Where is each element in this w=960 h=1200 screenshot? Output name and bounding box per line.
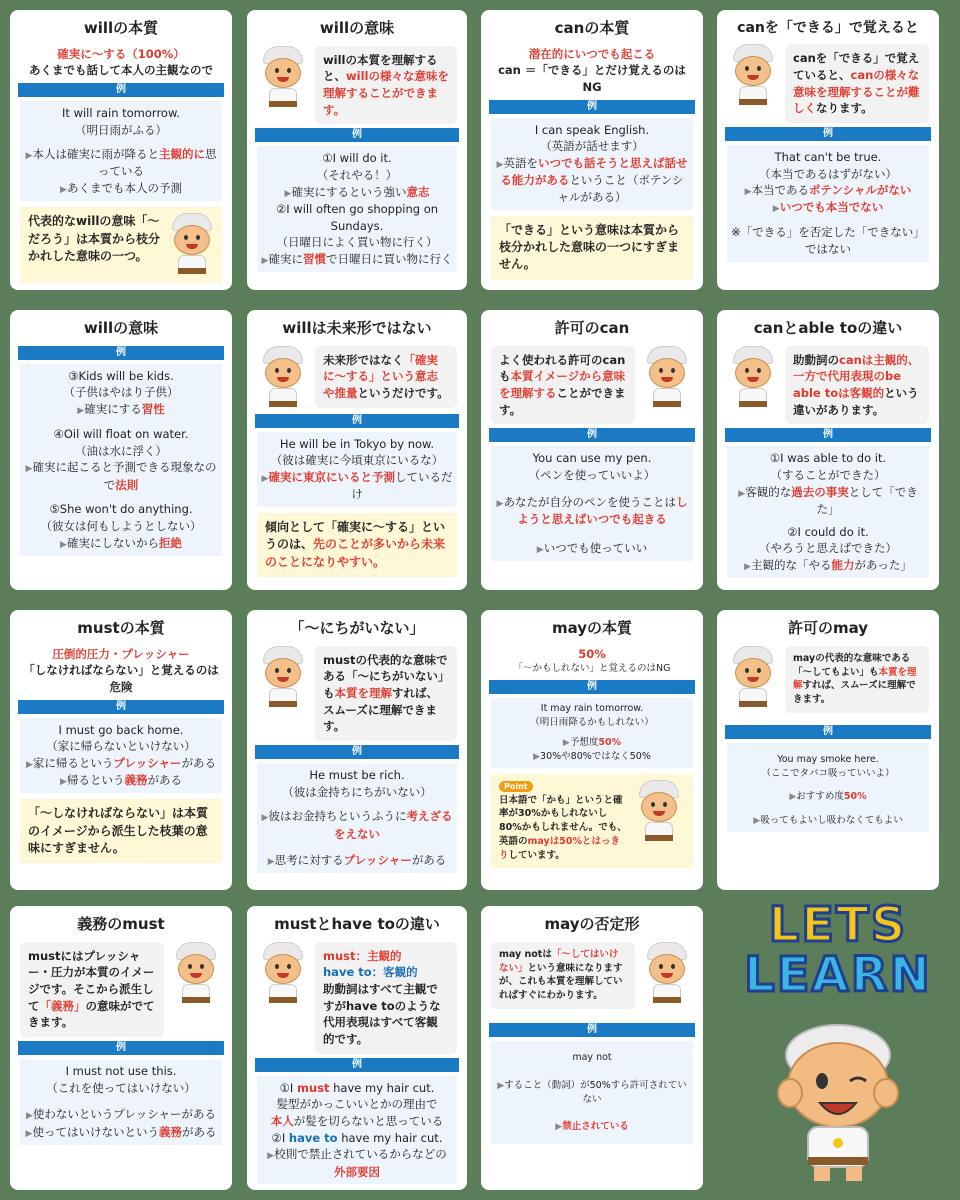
explanation-line: ▶あくまでも本人の予測 xyxy=(60,181,182,196)
explanation-line: ▶禁止されている xyxy=(555,1121,629,1133)
example-sentence: You can use my pen. xyxy=(532,451,652,466)
card-title: 義務のmust xyxy=(77,915,165,933)
card-title: canの本質 xyxy=(554,19,630,37)
example-translation: （することができた） xyxy=(770,468,886,483)
card-title: willの意味 xyxy=(83,319,159,337)
explanation-line: ▶英語をいつでも話そうと思えば話せる能力があるということ（ポテンシャルがある） xyxy=(496,156,688,204)
example-label: 例 xyxy=(255,414,459,428)
explanation-line: ▶あなたが自分のペンを使うことはしようと思えばいつでも起きる xyxy=(496,494,688,526)
note-box: 「〜しなければならない」は本質のイメージから派生した枝葉の意味にすぎません。 xyxy=(20,799,222,863)
example-sentence: ①I must have my hair cut. xyxy=(279,1080,435,1095)
card-will-meaning-2 xyxy=(10,310,232,590)
example-label: 例 xyxy=(725,725,931,739)
explanation-line: ▶本当であるポテンシャルがない xyxy=(744,183,912,198)
card-will-not-future xyxy=(247,310,467,590)
mascot-icon xyxy=(257,46,309,110)
explanation-line: ▶確実に起こると予測できる現象なので法則 xyxy=(25,460,217,492)
example-translation: （これを使ってはいけない） xyxy=(46,1080,196,1095)
example-sentence: ②I could do it. xyxy=(787,524,869,539)
intro-bubble: canを「できる」で覚えていると、canの様々な意味を理解することが難しくなります。 xyxy=(785,44,929,123)
example-translation: （彼女は何もしようとしない） xyxy=(40,518,202,533)
intro-row xyxy=(257,46,457,125)
lead-subtext: 「しなければならない」と覚えるのは危険 xyxy=(23,663,219,695)
example-label: 例 xyxy=(489,428,695,442)
lead-text: 50% xyxy=(578,646,606,661)
example-sentence: ③Kids will be kids. xyxy=(68,368,174,383)
explanation-line: 本人が髪を切らないと思っている xyxy=(270,1114,444,1129)
explanation-line: ▶いつでも使っていい xyxy=(536,540,648,555)
card-title: canを「できる」で覚えると xyxy=(737,20,919,36)
lead-text: 確実に〜する（100%） xyxy=(57,46,185,61)
card-title: willは未来形ではない xyxy=(282,319,432,337)
example-sentence: ②I will often go shopping on Sundays. xyxy=(275,201,439,233)
example-block xyxy=(491,118,693,210)
point-box: Point 日本語で「かも」というと確率が30%かもしれないし80%かもしれません。でも、英語のmayは50%とはっきりしています。 xyxy=(491,774,693,869)
example-sentence: I must not use this. xyxy=(65,1064,177,1079)
note-text: ※「できる」を否定した「できない」ではない xyxy=(731,225,925,257)
card-title: mustの本質 xyxy=(77,619,165,637)
intro-bubble: mayの代表的な意味である「〜してもよい」も本質を理解すれば、スムーズに理解できます。 xyxy=(785,646,929,713)
point-badge: Point xyxy=(499,781,533,793)
mascot-icon xyxy=(166,213,218,277)
example-translation: （彼は金持ちにちがいない） xyxy=(282,784,432,799)
note-box: 「できる」という意味は本質から枝分かれした意味の一つにすぎません。 xyxy=(491,216,693,280)
mascot-icon xyxy=(257,942,309,1006)
explanation-line: ▶吸ってもよいし吸わなくてもよい xyxy=(753,815,903,827)
intro-row xyxy=(727,646,929,713)
intro-row xyxy=(491,942,693,1009)
explanation-line: ▶家に帰るというプレッシャーがある xyxy=(25,756,217,771)
lead-subtext: can ＝「できる」とだけ覚えるのはNG xyxy=(498,63,686,95)
card-title: 「〜にちがいない」 xyxy=(289,619,425,637)
lets-learn-graphic xyxy=(728,897,948,1190)
example-sentence: You may smoke here. xyxy=(777,753,879,765)
example-sentence: ①I will do it. xyxy=(322,151,392,166)
example-sentence: ⑤She won't do anything. xyxy=(49,502,193,517)
explanation-line: ▶思考に対するプレッシャーがある xyxy=(267,853,447,868)
example-block xyxy=(491,446,693,560)
example-sentence: ②I have to have my hair cut. xyxy=(271,1130,443,1145)
mascot-icon xyxy=(641,942,693,1006)
card-title: 許可のcan xyxy=(554,319,630,337)
intro-bubble: よく使われる許可のcanも本質イメージから意味を理解することができます。 xyxy=(491,346,635,425)
example-translation: （子供はやはり子供） xyxy=(63,385,179,400)
explanation-line: ▶校則で禁止されているからなどの xyxy=(267,1147,447,1162)
example-translation: （それやる！） xyxy=(316,168,398,183)
explanation-line: ▶確実に東京にいると予測しているだけ xyxy=(261,470,453,502)
example-label: 例 xyxy=(18,700,224,714)
mascot-wink-icon xyxy=(758,1015,918,1185)
example-label: 例 xyxy=(489,680,695,694)
explanation-line: ▶30%や80%ではなく50% xyxy=(533,750,651,762)
intro-bubble: 未来形ではなく「確実に〜する」という意志や推量というだけです。 xyxy=(315,346,457,408)
explanation-line: 髪型がかっこいいとかの理由で xyxy=(276,1097,438,1112)
example-label: 例 xyxy=(489,100,695,114)
example-sentence: I can speak English. xyxy=(534,122,650,137)
card-title: mayの本質 xyxy=(551,619,633,637)
example-translation: （家に帰らないといけない） xyxy=(46,739,196,754)
example-block xyxy=(20,1059,222,1144)
intro-row xyxy=(727,346,929,425)
explanation-line: ▶いつでも本当でない xyxy=(772,200,884,215)
explanation-line: ▶おすすめ度50% xyxy=(789,791,867,803)
card-title: 許可のmay xyxy=(787,619,869,637)
explanation-line: ▶客観的な過去の事実として「できた」 xyxy=(738,484,918,516)
mascot-icon xyxy=(641,346,693,410)
example-block xyxy=(727,446,929,577)
example-translation: （油は水に浮く） xyxy=(75,443,167,458)
example-sentence: It may rain tomorrow. xyxy=(540,703,644,715)
intro-row xyxy=(257,646,457,741)
example-block xyxy=(491,698,693,768)
example-label: 例 xyxy=(725,127,931,141)
example-label: 例 xyxy=(18,1041,224,1055)
lead-text: 潜在的にいつでも起こる xyxy=(528,46,656,61)
card-can-permission xyxy=(481,310,703,590)
card-must-essence xyxy=(10,610,232,890)
example-translation: （明日雨がふる） xyxy=(75,122,167,137)
lets-learn-line1: LETS xyxy=(768,897,908,953)
example-sentence: ①I was able to do it. xyxy=(769,451,887,466)
example-label: 例 xyxy=(255,128,459,142)
lead-text: 圧倒的圧力・プレッシャー xyxy=(52,646,190,661)
intro-row xyxy=(727,44,929,123)
intro-row xyxy=(257,942,457,1054)
card-must-obligation xyxy=(10,906,232,1190)
example-sentence: He will be in Tokyo by now. xyxy=(279,436,435,451)
lets-learn-line2: LEARN xyxy=(744,947,932,1003)
example-sentence: That can't be true. xyxy=(774,149,882,164)
mascot-icon xyxy=(257,346,309,410)
example-block xyxy=(257,146,457,271)
card-title: willの意味 xyxy=(319,19,395,37)
example-label: 例 xyxy=(255,1058,459,1072)
explanation-line: ▶彼はお金持ちというふうに考えざるをえない xyxy=(261,809,453,841)
card-title: mustとhave toの違い xyxy=(274,915,440,933)
intro-bubble: may notは「〜してはいけない」という意味になりますが、これも本質を理解していればすぐにわかります。 xyxy=(491,942,635,1009)
card-must-nichigainai xyxy=(247,610,467,890)
mascot-icon xyxy=(633,780,685,844)
example-label: 例 xyxy=(255,745,459,759)
explanation-line: ▶すること（動詞）が50%すら許可されていない xyxy=(497,1079,687,1105)
example-translation: （日曜日によく買い物に行く） xyxy=(276,235,438,250)
card-may-permission xyxy=(717,610,939,890)
example-block xyxy=(491,1041,693,1145)
intro-bubble: must：主観的 have to：客観的 助動詞はすべて主観ですがhave toのような代用表現はすべて客観的です。 xyxy=(315,942,457,1054)
example-translation: （ペンを使っていいよ） xyxy=(528,468,656,483)
explanation-line: ▶予想度50% xyxy=(562,736,622,748)
example-sentence: He must be rich. xyxy=(309,768,405,783)
example-block xyxy=(727,145,929,262)
example-translation: （明日雨降るかもしれない） xyxy=(530,716,654,728)
note-box: 代表的なwillの意味「〜だろう」は本質から枝分かれした意味の一つ。 xyxy=(20,207,222,283)
card-title: canとable toの違い xyxy=(753,319,903,337)
example-label: 例 xyxy=(725,428,931,442)
card-can-able-to xyxy=(717,310,939,590)
example-block xyxy=(20,718,222,793)
mascot-icon xyxy=(170,942,222,1006)
example-label: 例 xyxy=(489,1023,695,1037)
mascot-icon xyxy=(257,646,309,710)
explanation-line: ▶主観的な「やる能力があった」 xyxy=(744,557,912,572)
example-block xyxy=(257,1076,457,1184)
card-title: willの本質 xyxy=(83,19,159,37)
explanation-line: 外部要因 xyxy=(334,1164,380,1179)
card-may-essence xyxy=(481,610,703,890)
card-must-have-to xyxy=(247,906,467,1190)
example-label: 例 xyxy=(18,346,224,360)
example-sentence: I must go back home. xyxy=(58,722,184,737)
example-sentence: It will rain tomorrow. xyxy=(62,106,180,121)
intro-bubble: willの本質を理解すると、willの様々な意味を理解することができます。 xyxy=(315,46,457,125)
mascot-icon xyxy=(727,346,779,410)
example-translation: （彼は確実に今頃東京にいるな） xyxy=(270,453,444,468)
explanation-line: ▶確実にしないから拒絶 xyxy=(60,535,182,550)
intro-row xyxy=(20,942,222,1037)
explanation-line: ▶確実に習慣で日曜日に買い物に行く xyxy=(261,251,453,266)
explanation-line: ▶使ってはいけないという義務がある xyxy=(25,1124,217,1139)
lead-subtext: あくまでも話して本人の主観なので xyxy=(29,63,213,78)
example-translation: （英語が話せます） xyxy=(540,139,644,154)
mascot-icon xyxy=(727,646,779,710)
card-will-essence xyxy=(10,10,232,290)
example-block xyxy=(257,763,457,873)
card-can-essence xyxy=(481,10,703,290)
explanation-line: ▶本人は確実に雨が降ると主観的に思っている xyxy=(25,147,217,179)
example-sentence: ④Oil will float on water. xyxy=(53,427,189,442)
intro-row xyxy=(257,346,457,410)
note-box: 傾向として「確実に〜する」というのは、先のことが多いから未来のことになりやすい。 xyxy=(257,513,457,577)
example-block xyxy=(20,364,222,556)
example-translation: （やろうと思えばできた） xyxy=(759,541,897,556)
card-may-negative xyxy=(481,906,703,1190)
mascot-icon xyxy=(727,44,779,108)
card-can-dekiru xyxy=(717,10,939,290)
lead-subtext: 「〜かもしれない」と覚えるのはNG xyxy=(513,663,671,675)
explanation-line: ▶確実にするという強い意志 xyxy=(284,184,430,199)
example-block xyxy=(20,101,222,201)
example-translation: （ここでタバコ吸っていいよ） xyxy=(761,767,895,779)
explanation-line: ▶使わないというプレッシャーがある xyxy=(25,1107,217,1122)
card-will-meaning xyxy=(247,10,467,290)
example-block xyxy=(727,743,929,833)
intro-row xyxy=(491,346,693,425)
intro-bubble: mustにはプレッシャー・圧力が本質のイメージです。そこから派生して「義務」の意味がでてきます。 xyxy=(20,942,164,1037)
intro-bubble: mustの代表的な意味である「〜にちがいない」も本質を理解すれば、スムーズに理解できます。 xyxy=(315,646,457,741)
example-translation: （本当であるはずがない） xyxy=(759,166,897,181)
explanation-line: ▶確実にする習性 xyxy=(77,402,165,417)
intro-bubble: 助動詞のcanは主観的、一方で代用表現のbe able toは客観的という違いがあります。 xyxy=(785,346,929,425)
example-sentence: may not xyxy=(572,1051,612,1063)
example-block xyxy=(257,432,457,507)
example-label: 例 xyxy=(18,83,224,97)
explanation-line: ▶帰るという義務がある xyxy=(60,773,182,788)
card-title: mayの否定形 xyxy=(544,915,640,933)
